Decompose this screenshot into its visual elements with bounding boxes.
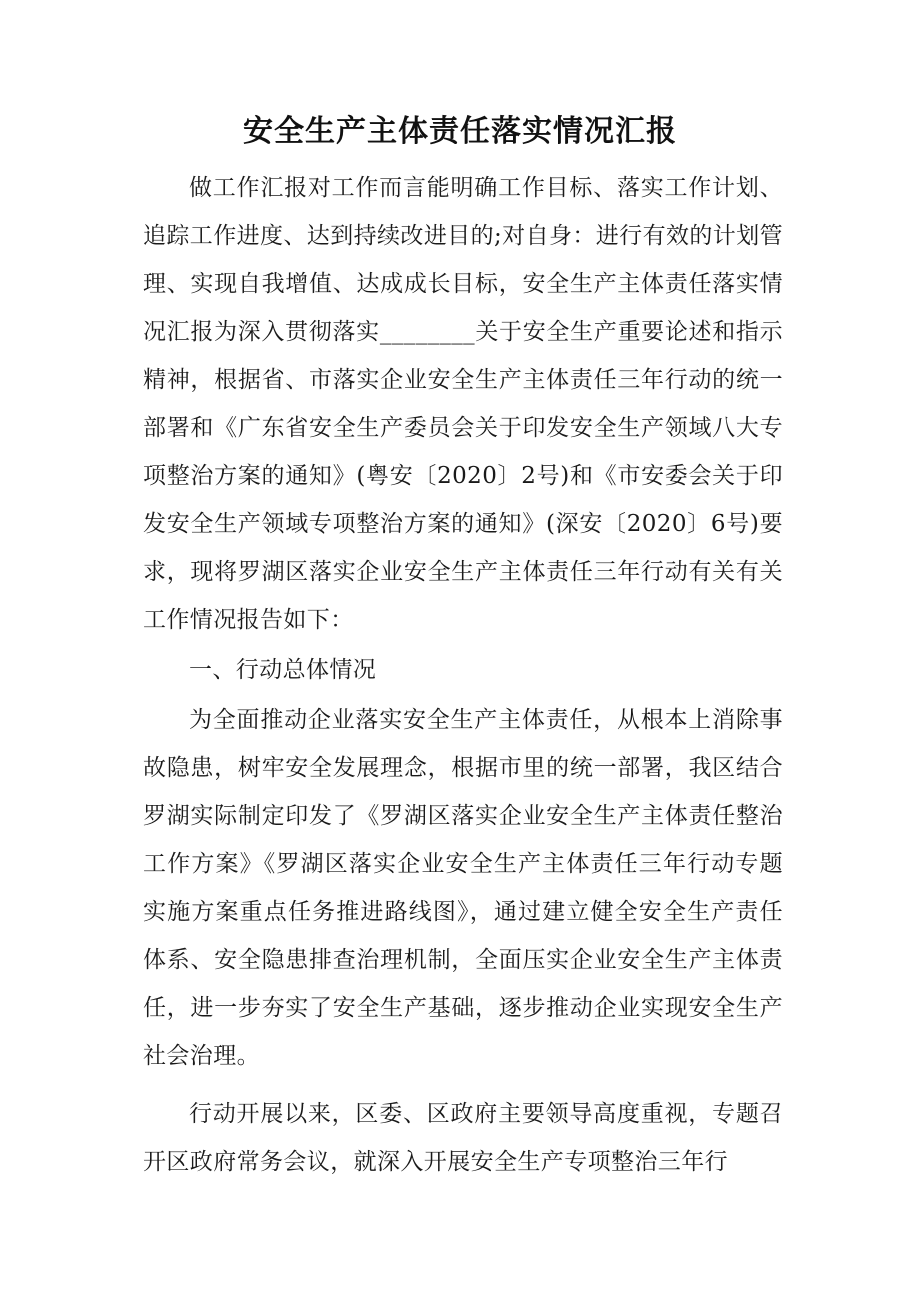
- paragraph-overview: 为全面推动企业落实安全生产主体责任，从根本上消除事故隐患，树牢安全发展理念，根据市里的统一部署，我区结合罗湖实际制定印发了《罗湖区落实企业安全生产主体责任整治工作方案》《罗湖区落实企业安全生产主体责任三年行动专题实施方案重点任务推进路线图》，通过建立健全安全生产责任体系、安全隐患排查治理机制，全面压实企业安全生产主体责任，进一步夯实了安全生产基础，逐步推动企业实现安全生产社会治理。: [143, 707, 783, 1069]
- paragraph-intro: 做工作汇报对工作而言能明确工作目标、落实工作计划、追踪工作进度、达到持续改进目的;对自身：进行有效的计划管理、实现自我增值、达成成长目标，安全生产主体责任落实情况汇报为深入贯彻落实________关于安全生产重要论述和指示精神，根据省、市落实企业安全生产主体责任三年行动的统一部署和《广东省安全生产委员会关于印发安全生产领域八大专项整治方案的通知》(粤安〔2020〕2号)和《市安委会关于印发安全生产领域专项整治方案的通知》(深安〔2020〕6号)要求，现将罗湖区落实企业安全生产主体责任三年行动有关有关工作情况报告如下：: [143, 175, 783, 633]
- paragraph-actions: 行动开展以来，区委、区政府主要领导高度重视，专题召开区政府常务会议，就深入开展安全生产专项整治三年行: [143, 1101, 783, 1175]
- section-heading: 一、行动总体情况: [189, 657, 377, 683]
- document-title: 安全生产主体责任落实情况汇报: [243, 114, 677, 149]
- document-body: [143, 164, 783, 1186]
